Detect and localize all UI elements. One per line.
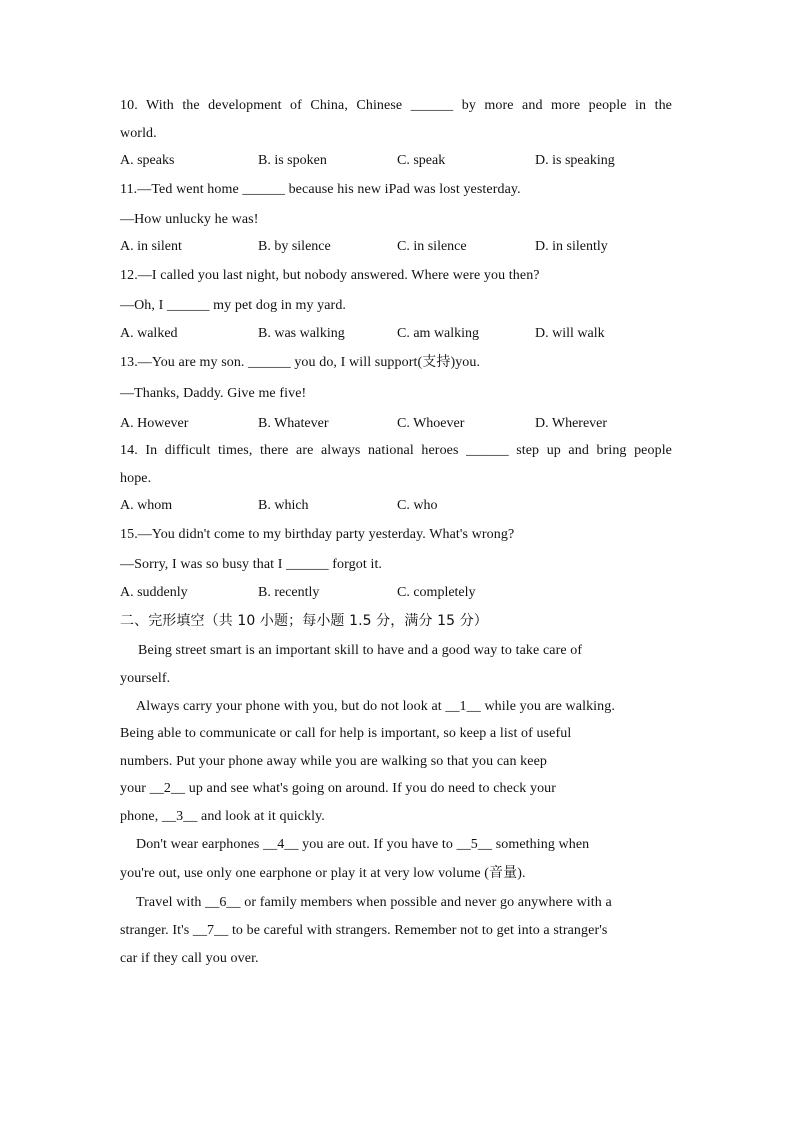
passage-line-10: Travel with __6__ or family members when possible and never go anywhere with a [136, 895, 612, 910]
question-10-option-a: A. speaks [120, 153, 175, 168]
question-12-option-d: D. will walk [535, 326, 605, 341]
question-15-option-a: A. suddenly [120, 585, 188, 600]
question-15-reply: —Sorry, I was so busy that I ______ forgot it. [120, 557, 383, 572]
passage-line-8: Don't wear earphones __4__ you are out. If you have to __5__ something when [136, 837, 590, 852]
question-14-text: 14. In difficult times, there are always national heroes ______ step up and bring people [120, 443, 672, 458]
passage-line-11: stranger. It's __7__ to be careful with strangers. Remember not to get into a stranger's [120, 923, 608, 938]
question-11-reply: —How unlucky he was! [120, 212, 259, 227]
question-11-option-a: A. in silent [120, 239, 182, 254]
question-11-option-d: D. in silently [535, 239, 608, 254]
question-15-text: 15.—You didn't come to my birthday party yesterday. What's wrong? [120, 527, 515, 542]
section-2-heading: 二、完形填空（共 10 小题；每小题 1.5 分，满分 15 分） [120, 613, 488, 629]
question-13-text: 13.—You are my son. ______ you do, I will support(支持)you. [120, 355, 481, 370]
question-11-option-b: B. by silence [258, 239, 331, 254]
question-14-option-a: A. whom [120, 498, 173, 513]
question-10-text: 10. With the development of China, Chinese ______ by more and more people in the [120, 98, 672, 113]
question-10-option-c: C. speak [397, 153, 446, 168]
passage-line-9: you're out, use only one earphone or play it at very low volume (音量). [120, 866, 526, 881]
question-12-option-a: A. walked [120, 326, 178, 341]
question-15-option-c: C. completely [397, 585, 476, 600]
question-14-option-b: B. which [258, 498, 309, 513]
question-12-text: 12.—I called you last night, but nobody answered. Where were you then? [120, 268, 540, 283]
passage-line-4: Being able to communicate or call for help is important, so keep a list of useful [120, 726, 572, 741]
question-13-option-c: C. Whoever [397, 416, 465, 431]
passage-line-2: yourself. [120, 671, 171, 686]
question-11-option-c: C. in silence [397, 239, 467, 254]
passage-line-12: car if they call you over. [120, 951, 259, 966]
question-13-option-d: D. Wherever [535, 416, 608, 431]
question-13-option-a: A. However [120, 416, 189, 431]
question-11-text: 11.—Ted went home ______ because his new iPad was lost yesterday. [120, 182, 521, 197]
question-12-option-c: C. am walking [397, 326, 480, 341]
passage-line-6: your __2__ up and see what's going on around. If you do need to check your [120, 781, 557, 796]
question-10-text-cont: world. [120, 126, 157, 141]
question-14-option-c: C. who [397, 498, 438, 513]
passage-line-1: Being street smart is an important skill to have and a good way to take care of [138, 643, 583, 658]
question-12-option-b: B. was walking [258, 326, 345, 341]
passage-line-3: Always carry your phone with you, but do not look at __1__ while you are walking. [136, 699, 615, 714]
question-14-text-cont: hope. [120, 471, 152, 486]
passage-line-5: numbers. Put your phone away while you are walking so that you can keep [120, 754, 547, 769]
question-10-option-d: D. is speaking [535, 153, 615, 168]
question-10-option-b: B. is spoken [258, 153, 327, 168]
passage-line-7: phone, __3__ and look at it quickly. [120, 809, 325, 824]
question-13-reply: —Thanks, Daddy. Give me five! [120, 386, 307, 401]
question-12-reply: —Oh, I ______ my pet dog in my yard. [120, 298, 347, 313]
question-13-option-b: B. Whatever [258, 416, 329, 431]
question-15-option-b: B. recently [258, 585, 320, 600]
